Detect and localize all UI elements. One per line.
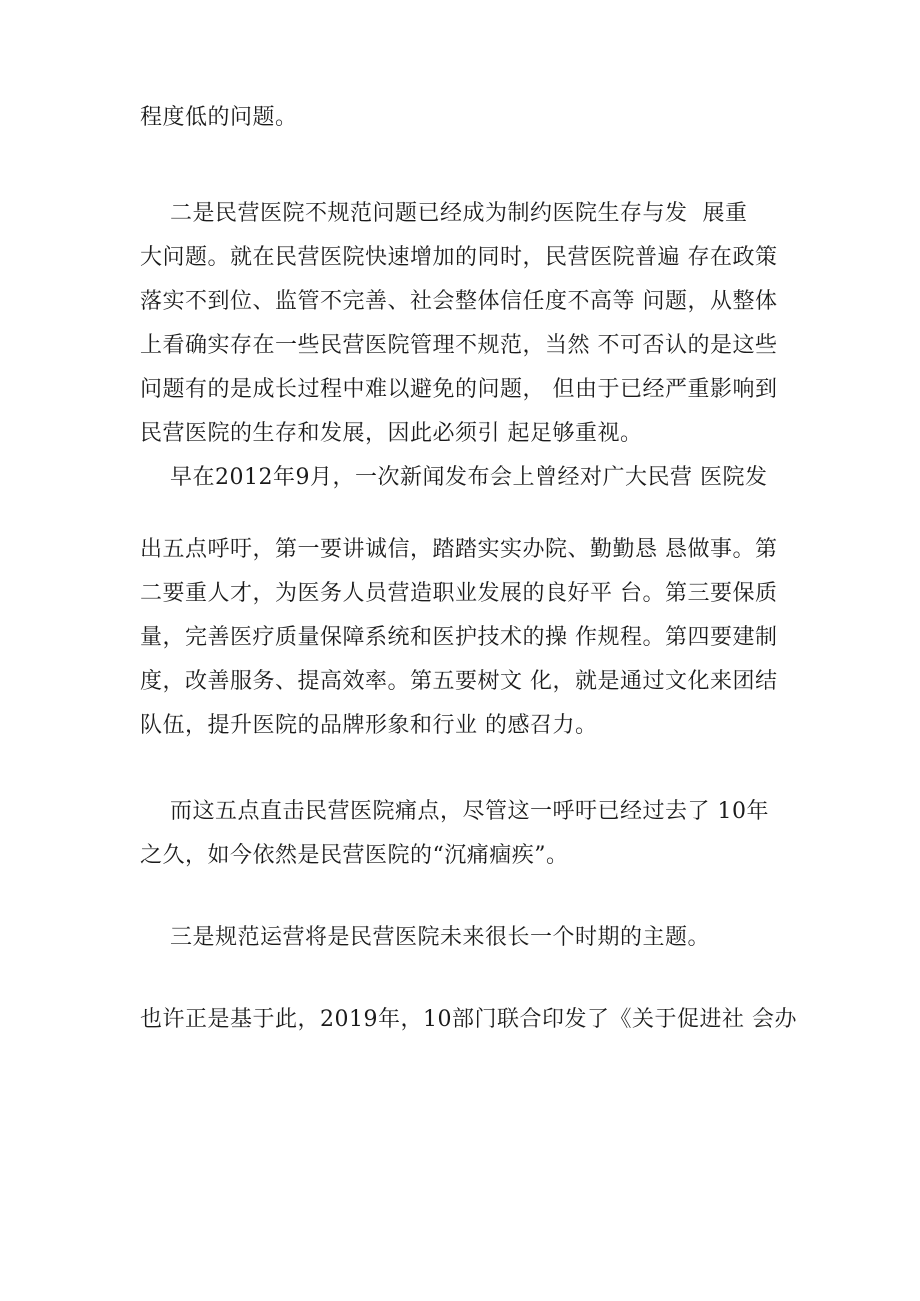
text-line: 二要重人才，为医务人员营造职业发展的良好平 台。第三要保质	[140, 581, 778, 606]
text-line: 队伍，提升医院的品牌形象和行业 的感召力。	[140, 713, 598, 738]
text-line: 上看确实存在一些民营医院管理不规范，当然 不可否认的是这些	[140, 333, 778, 358]
text-line: 三是规范运营将是民营医院未来很长一个时期的主题。	[140, 925, 710, 950]
text-line: 大问题。就在民营医院快速增加的同时，民营医院普遍 存在政策	[140, 245, 778, 270]
text-line: 落实不到位、监管不完善、社会整体信任度不高等 问题，从整体	[140, 289, 778, 314]
text-line: 度，改善服务、提高效率。第五要树文 化，就是通过文化来团结	[140, 669, 778, 694]
text-line: 民营医院的生存和发展，因此必须引 起足够重视。	[140, 421, 643, 446]
text-line: 早在2012年9月，一次新闻发布会上曾经对广大民营 医院发	[140, 465, 768, 490]
text-line: 二是民营医院不规范问题已经成为制约医院生存与发 展重	[140, 201, 748, 226]
text-line: 程度低的问题。	[140, 105, 298, 130]
text-line: 也许正是基于此，2019年，10部门联合印发了《关于促进社 会办	[140, 1007, 797, 1032]
text-line: 量，完善医疗质量保障系统和医护技术的操 作规程。第四要建制	[140, 625, 778, 650]
text-line: 之久，如今依然是民营医院的“沉痛痼疾”。	[140, 843, 569, 868]
text-line: 出五点呼吁，第一要讲诚信，踏踏实实办院、勤勤恳 恳做事。第	[140, 537, 778, 562]
text-line: 问题有的是成长过程中难以避免的问题， 但由于已经严重影响到	[140, 377, 778, 402]
text-line: 而这五点直击民营医院痛点，尽管这一呼吁已经过去了 10年	[140, 799, 769, 824]
